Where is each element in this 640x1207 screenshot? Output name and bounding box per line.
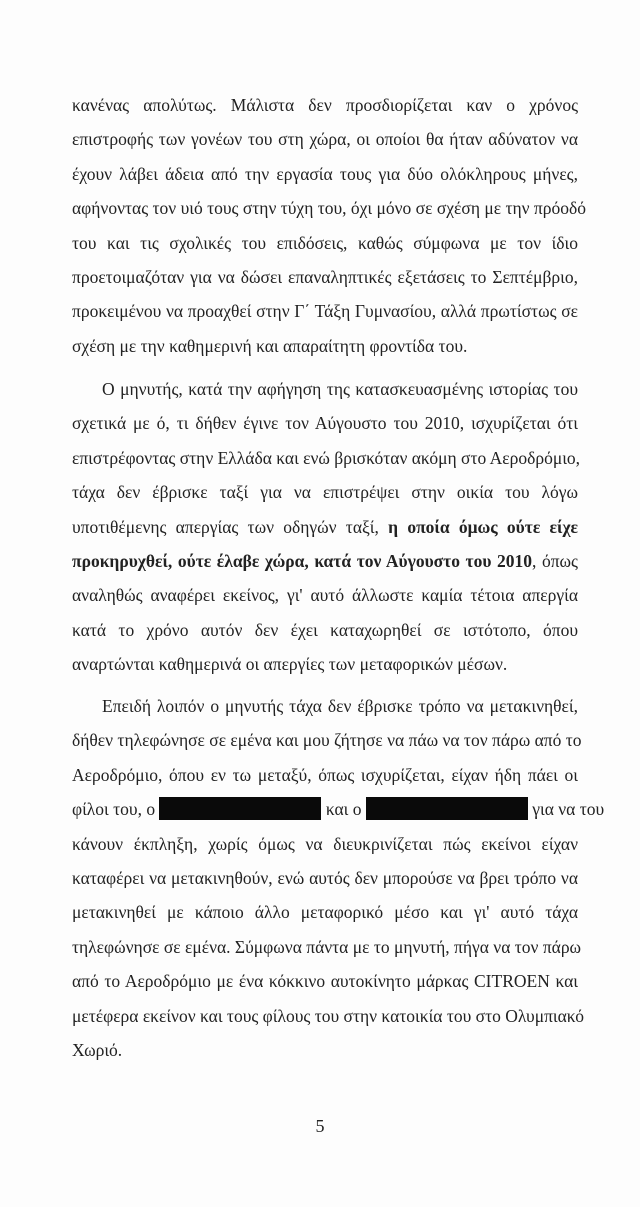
paragraph-line: Επειδή λοιπόν ο μηνυτής τάχα δεν έβρισκε τρόπο να μετακινηθεί, [102, 696, 578, 716]
text-normal: υποτιθέμενης απεργίας των οδηγών ταξί, [72, 516, 389, 537]
redaction-box [159, 797, 321, 820]
paragraph-line-redacted [72, 792, 605, 826]
paragraph-line: αναρτώνται καθημερινά οι απεργίες των μεταφορικών μέσων. [72, 654, 508, 675]
paragraph-line: τάχα δεν έβρισκε ταξί για να επιστρέψει στην οικία του λόγω [72, 482, 578, 503]
paragraph-line: σχέση με την καθημερινή και απαραίτητη φροντίδα του. [72, 335, 468, 356]
paragraph-line: κάνουν έκπληξη, χωρίς όμως να διευκρινίζεται πώς εκείνοι είχαν [72, 833, 578, 854]
paragraph-line: του και τις σχολικές του επιδόσεις, καθώς σύμφωνα με τον ίδιο [72, 232, 578, 253]
paragraph-line: δήθεν τηλεφώνησε σε εμένα και μου ζήτησε να πάω να τον πάρω από το [72, 730, 582, 751]
paragraph-line: μετέφερα εκείνον και τους φίλους του στην κατοικία του στο Ολυμπιακό [72, 1005, 584, 1026]
text-normal: , όπως [532, 550, 578, 571]
paragraph-line: επιστρέφοντας στην Ελλάδα και ενώ βρισκόταν ακόμη στο Αεροδρόμιο, [72, 447, 581, 468]
paragraph-line: προετοιμαζόταν για να δώσει επαναληπτικές εξετάσεις το Σεπτέμβριο, [72, 266, 578, 287]
paragraph-line: αναληθώς αναφέρει εκείνος, γι' αυτό άλλωστε καμία τέτοια απεργία [72, 585, 578, 606]
page-number: 5 [315, 1116, 325, 1136]
paragraph-line: κανένας απολύτως. Μάλιστα δεν προσδιορίζεται καν ο χρόνος [72, 95, 578, 115]
paragraph-3 [72, 689, 605, 1067]
paragraph-2 [72, 372, 581, 682]
paragraph-line: Χωριό. [72, 1039, 123, 1060]
paragraph-line: κατά το χρόνο αυτόν δεν έχει καταχωρηθεί σε ιστότοπο, όπου [72, 619, 578, 640]
redaction-box [366, 797, 528, 820]
paragraph-line-mixed [72, 544, 578, 578]
paragraph-line: προκειμένου να προαχθεί στην Γ΄ Τάξη Γυμνασίου, αλλά πρωτίστως σε [72, 301, 578, 322]
text-normal: και ο [325, 799, 362, 820]
paragraph-1 [72, 88, 586, 363]
paragraph-line-mixed [72, 510, 578, 544]
text-normal: φίλοι του, ο [72, 799, 156, 820]
paragraph-line: επιστροφής των γονέων του στη χώρα, οι οποίοι θα ήταν αδύνατον να [72, 129, 578, 150]
paragraph-line: σχετικά με ό, τι δήθεν έγινε τον Αύγουστο του 2010, ισχυρίζεται ότι [72, 413, 578, 434]
text-bold: προκηρυχθεί, ούτε έλαβε χώρα, κατά τον Αύγουστο του 2010 [72, 550, 533, 571]
paragraph-line: Ο μηνυτής, κατά την αφήγηση της κατασκευασμένης ιστορίας του [102, 379, 578, 399]
paragraph-line: καταφέρει να μετακινηθούν, ενώ αυτός δεν μπορούσε να βρει τρόπο να [72, 867, 578, 888]
text-bold: η οποία όμως ούτε είχε [388, 516, 579, 537]
paragraph-line: αφήνοντας τον υιό τους στην τύχη του, όχι μόνο σε σχέση με την πρόοδό [72, 198, 586, 219]
paragraph-line: από το Αεροδρόμιο με ένα κόκκινο αυτοκίνητο μάρκας CITROEN και [72, 971, 578, 992]
text-normal: για να του [532, 799, 605, 820]
paragraph-line: έχουν λάβει άδεια από την εργασία τους για δύο ολόκληρους μήνες, [72, 163, 578, 184]
paragraph-line: τηλεφώνησε σε εμένα. Σύμφωνα πάντα με το μηνυτή, πήγα να τον πάρω [72, 936, 582, 957]
paragraph-line: μετακινηθεί με κάποιο άλλο μεταφορικό μέσο και γι' αυτό τάχα [72, 902, 578, 923]
paragraph-line: Αεροδρόμιο, όπου εν τω μεταξύ, όπως ισχυρίζεται, είχαν ήδη πάει οι [72, 764, 578, 785]
